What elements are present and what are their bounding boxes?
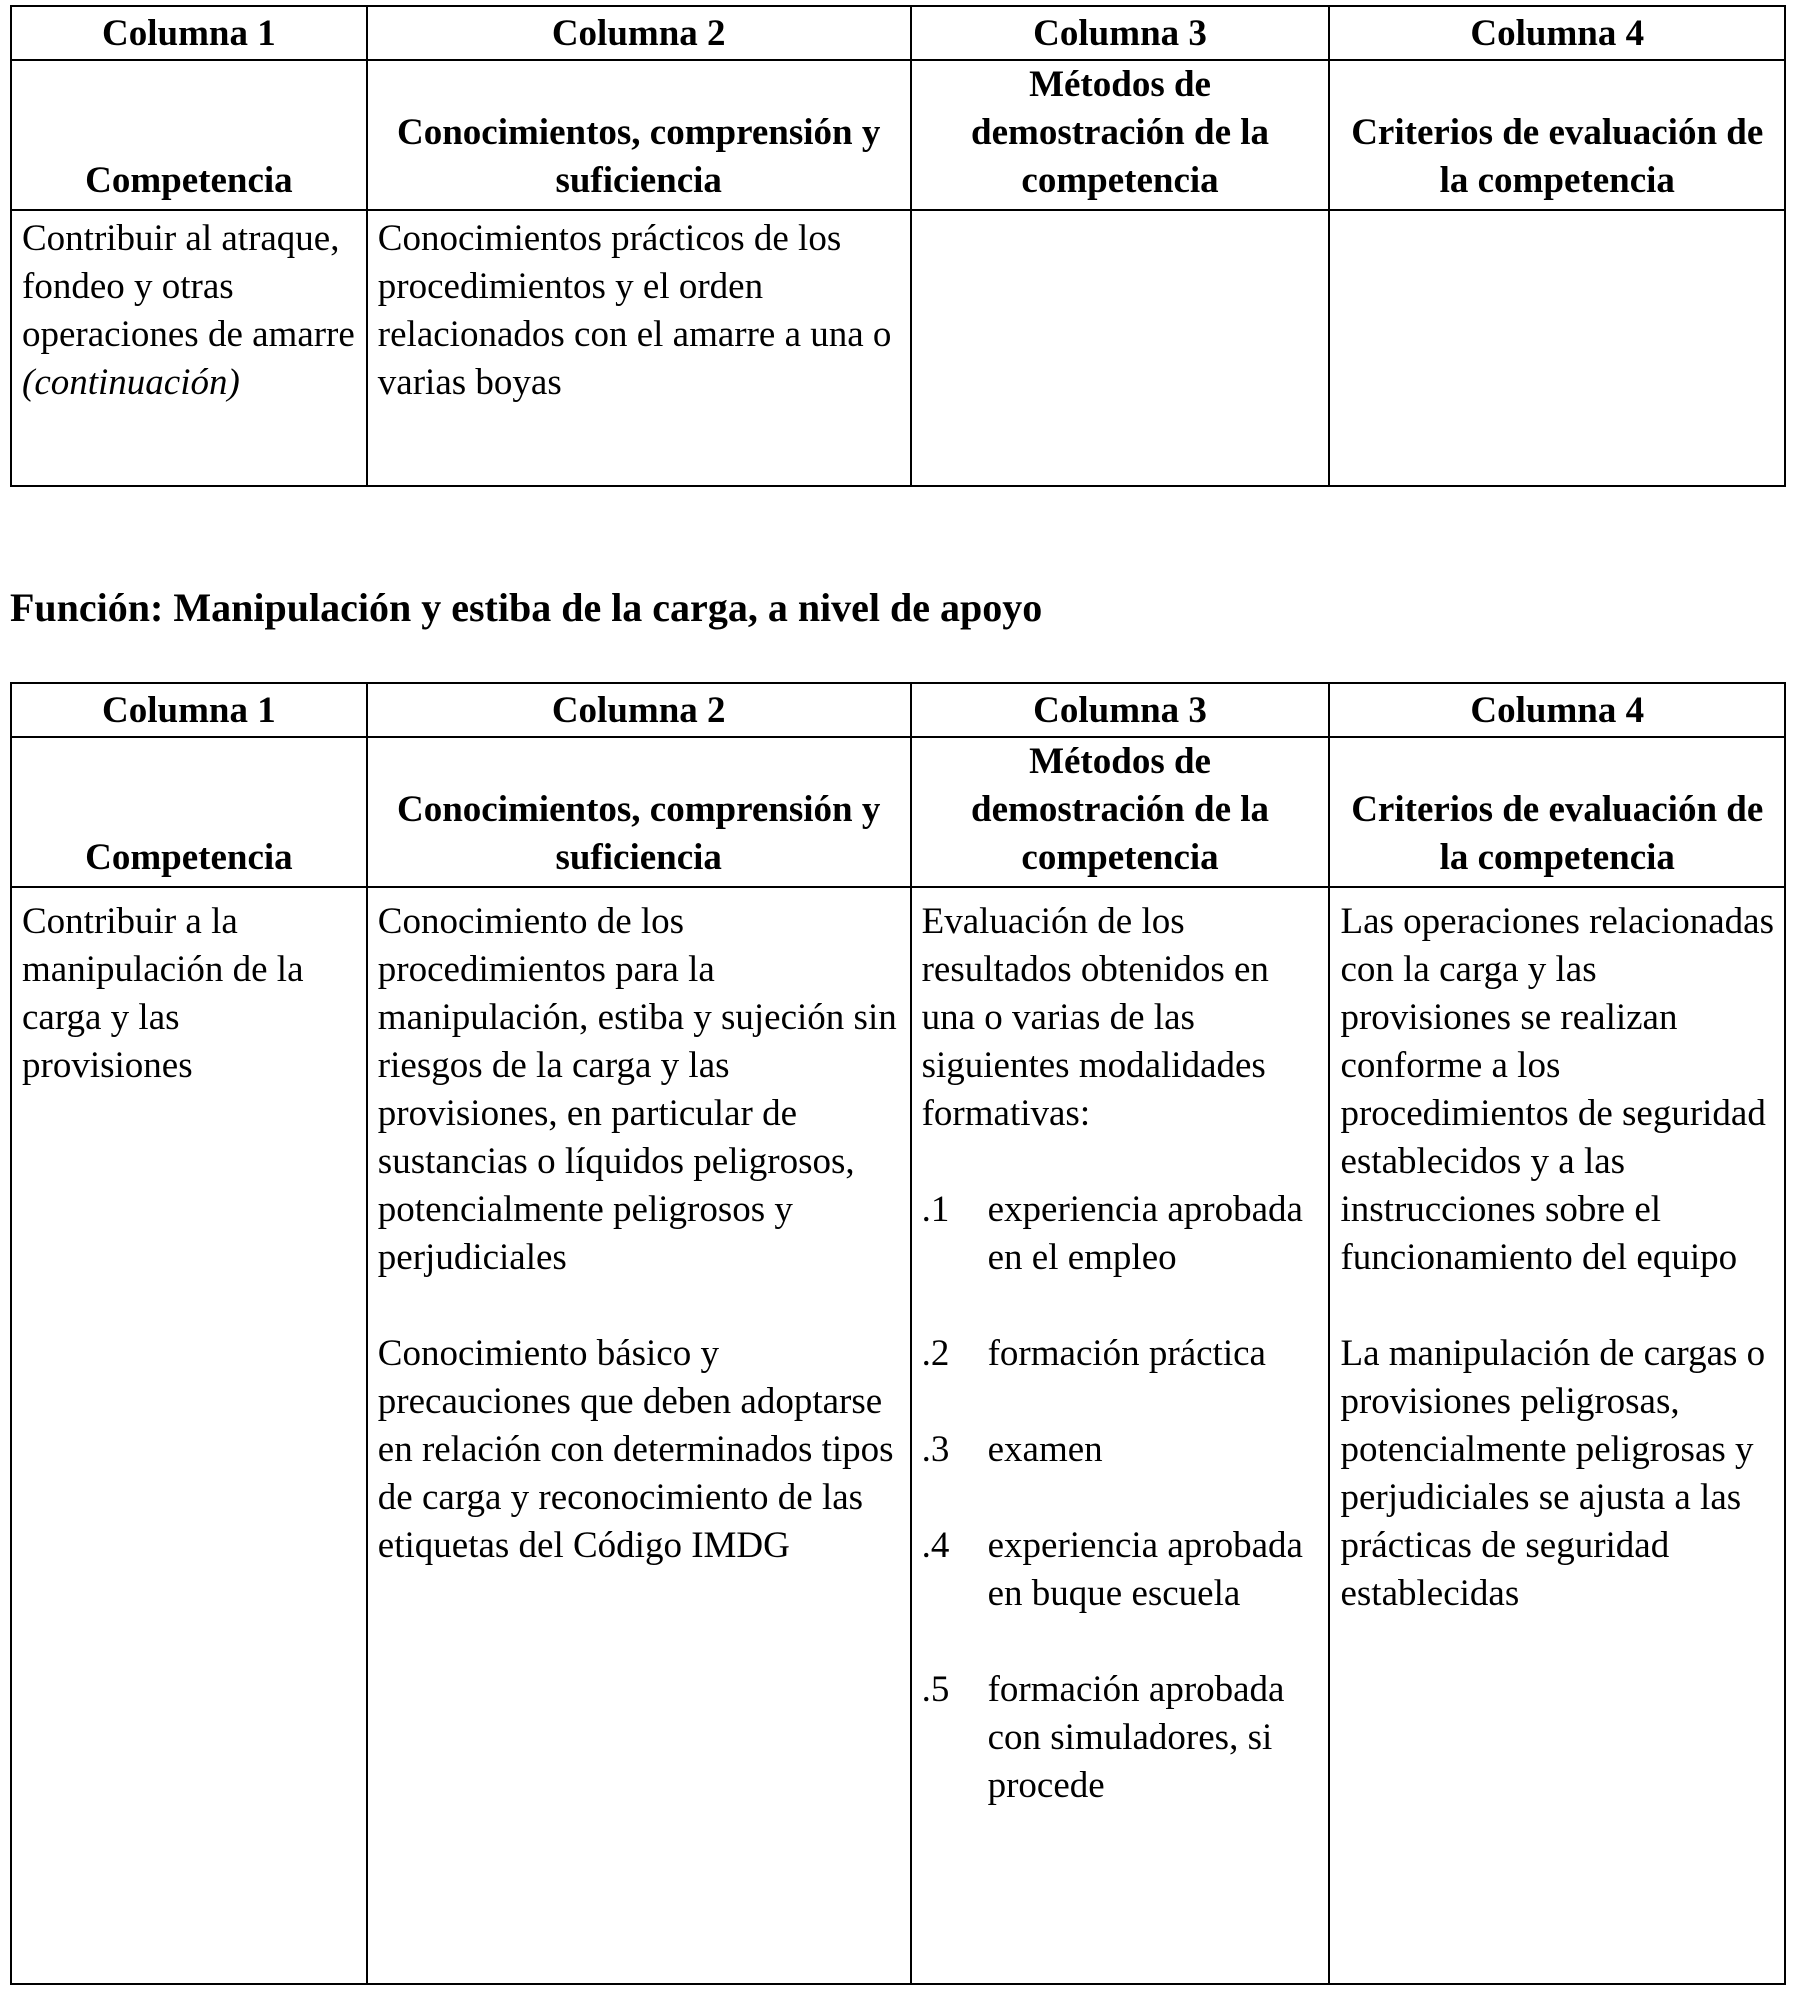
column-number: Columna 1 xyxy=(11,683,367,737)
knowledge-cell xyxy=(367,887,911,1984)
knowledge-cell: Conocimientos prácticos de los procedimientos y el orden relacionados con el amarre a una o varias boyas xyxy=(367,210,911,486)
column-title: Criterios de evaluación de la competencia xyxy=(1329,737,1785,887)
column-number: Columna 2 xyxy=(367,6,911,60)
column-title: Métodos de demostración de la competencia xyxy=(911,737,1330,887)
list-item-number: .4 xyxy=(921,1525,950,1566)
column-number: Columna 2 xyxy=(367,683,911,737)
criteria-paragraph: Las operaciones relacionadas con la carga y las provisiones se realizan conforme a los procedimientos de seguridad establecidos y a las instrucciones sobre el funcionamiento del equipo xyxy=(1340,901,1774,1278)
column-title-row xyxy=(11,60,1785,210)
table-row xyxy=(11,887,1785,1984)
list-item-number: .2 xyxy=(921,1333,950,1374)
methods-cell xyxy=(911,887,1330,1984)
list-item xyxy=(922,1330,1319,1378)
competence-table-mooring xyxy=(10,5,1786,487)
column-number: Columna 3 xyxy=(911,683,1330,737)
criteria-cell xyxy=(1329,887,1785,1984)
column-title: Competencia xyxy=(11,60,367,210)
competence-cell: Contribuir a la manipulación de la carga y las provisiones xyxy=(11,887,367,1984)
section-heading: Función: Manipulación y estiba de la carga, a nivel de apoyo xyxy=(10,585,1043,630)
competence-table-cargo xyxy=(10,682,1786,1985)
criteria-cell xyxy=(1329,210,1785,486)
column-number: Columna 1 xyxy=(11,6,367,60)
table-row xyxy=(11,210,1785,486)
column-title: Conocimientos, comprensión y suficiencia xyxy=(367,60,911,210)
column-number: Columna 4 xyxy=(1329,683,1785,737)
list-item xyxy=(922,1666,1319,1810)
list-item-text: experiencia aprobada en buque escuela xyxy=(987,1525,1303,1614)
list-item-text: formación aprobada con simuladores, si procede xyxy=(987,1669,1285,1806)
list-item xyxy=(922,1522,1319,1618)
column-title: Conocimientos, comprensión y suficiencia xyxy=(367,737,911,887)
list-item-number: .3 xyxy=(921,1429,950,1470)
list-item-text: formación práctica xyxy=(987,1333,1266,1374)
methods-cell xyxy=(911,210,1330,486)
column-number-row xyxy=(11,683,1785,737)
list-item-number: .1 xyxy=(921,1189,950,1230)
column-title-row xyxy=(11,737,1785,887)
methods-intro: Evaluación de los resultados obtenidos en una o varias de las siguientes modalidades formativas: xyxy=(921,901,1269,1134)
continuation-note: (continuación) xyxy=(22,362,240,403)
list-item-text: examen xyxy=(987,1429,1103,1470)
knowledge-paragraph: Conocimiento de los procedimientos para la manipulación, estiba y sujeción sin riesgos de la carga y las provisiones, en particular de sustancias o líquidos peligrosos, potencialmente peligrosos y perjudiciales xyxy=(377,901,897,1278)
column-title: Competencia xyxy=(11,737,367,887)
column-number: Columna 4 xyxy=(1329,6,1785,60)
knowledge-paragraph: Conocimiento básico y precauciones que deben adoptarse en relación con determinados tipos de carga y reconocimiento de las etiquetas del Código IMDG xyxy=(377,1333,894,1566)
criteria-paragraph: La manipulación de cargas o provisiones peligrosas, potencialmente peligrosas y perjudiciales se ajusta a las prácticas de seguridad establecidas xyxy=(1340,1333,1766,1614)
list-item-text: experiencia aprobada en el empleo xyxy=(987,1189,1303,1278)
column-number-row xyxy=(11,6,1785,60)
competence-text: Contribuir al atraque, fondeo y otras operaciones de amarre xyxy=(22,218,355,355)
column-title: Criterios de evaluación de la competencia xyxy=(1329,60,1785,210)
list-item xyxy=(922,1426,1319,1474)
column-title: Métodos de demostración de la competencia xyxy=(911,60,1330,210)
column-number: Columna 3 xyxy=(911,6,1330,60)
competence-cell xyxy=(11,210,367,486)
list-item-number: .5 xyxy=(921,1669,950,1710)
list-item xyxy=(922,1186,1319,1282)
